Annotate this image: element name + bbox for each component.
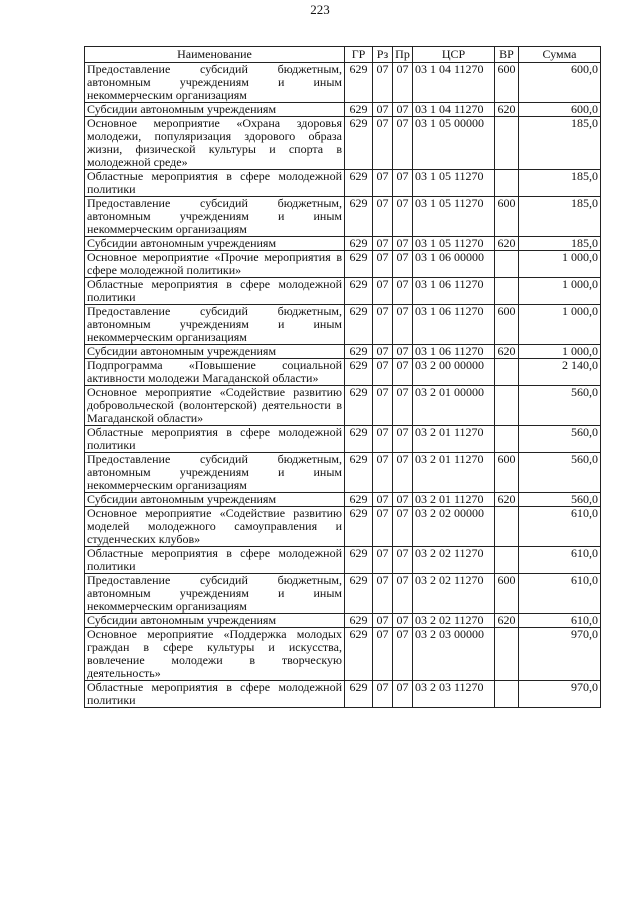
row-vr [495,426,519,453]
table-row [85,63,601,103]
table-row [85,386,601,426]
row-pr: 07 [393,574,413,614]
row-pr: 07 [393,278,413,305]
row-sum: 1 000,0 [519,251,601,278]
row-pr: 07 [393,251,413,278]
row-name: Подпрограмма «Повышение социальной активности молодежи Магаданской области» [85,359,345,386]
row-sum: 560,0 [519,386,601,426]
table-row [85,628,601,681]
row-rz: 07 [373,345,393,359]
table-row [85,453,601,493]
row-rz: 07 [373,493,393,507]
row-rz: 07 [373,170,393,197]
row-vr: 600 [495,574,519,614]
table-row [85,345,601,359]
row-sum: 185,0 [519,237,601,251]
row-pr: 07 [393,614,413,628]
table-row [85,574,601,614]
row-name: Субсидии автономным учреждениям [85,614,345,628]
row-csr: 03 2 01 00000 [413,386,495,426]
row-sum: 610,0 [519,614,601,628]
row-pr: 07 [393,426,413,453]
row-sum: 560,0 [519,426,601,453]
row-gr: 629 [345,574,373,614]
row-name: Предоставление субсидий бюджетным, автономным учреждениям и иным некоммерческим организациям [85,63,345,103]
row-vr [495,359,519,386]
row-gr: 629 [345,251,373,278]
row-rz: 07 [373,359,393,386]
row-name: Основное мероприятие «Охрана здоровья молодежи, популяризация здорового образа жизни, физической культуры и спорта в молодежной среде» [85,117,345,170]
header-gr: ГР [345,47,373,63]
row-gr: 629 [345,386,373,426]
row-pr: 07 [393,359,413,386]
row-pr: 07 [393,681,413,708]
table-row [85,493,601,507]
row-pr: 07 [393,117,413,170]
row-gr: 629 [345,681,373,708]
row-vr: 600 [495,453,519,493]
row-csr: 03 2 03 00000 [413,628,495,681]
row-rz: 07 [373,237,393,251]
row-sum: 1 000,0 [519,345,601,359]
table-row [85,278,601,305]
row-vr [495,278,519,305]
table-row [85,117,601,170]
row-vr [495,117,519,170]
row-name: Областные мероприятия в сфере молодежной политики [85,278,345,305]
header-name: Наименование [85,47,345,63]
row-name: Предоставление субсидий бюджетным, автономным учреждениям и иным некоммерческим организациям [85,453,345,493]
row-sum: 1 000,0 [519,278,601,305]
row-gr: 629 [345,345,373,359]
row-gr: 629 [345,170,373,197]
row-sum: 560,0 [519,453,601,493]
row-csr: 03 2 02 11270 [413,574,495,614]
row-csr: 03 1 04 11270 [413,103,495,117]
row-csr: 03 1 05 11270 [413,237,495,251]
row-vr [495,547,519,574]
row-csr: 03 1 06 11270 [413,278,495,305]
row-gr: 629 [345,359,373,386]
row-pr: 07 [393,453,413,493]
row-csr: 03 2 01 11270 [413,493,495,507]
row-pr: 07 [393,493,413,507]
row-sum: 600,0 [519,63,601,103]
table-row [85,103,601,117]
row-csr: 03 1 06 00000 [413,251,495,278]
row-gr: 629 [345,197,373,237]
row-pr: 07 [393,507,413,547]
table-row [85,237,601,251]
header-vr: ВР [495,47,519,63]
row-csr: 03 2 02 11270 [413,614,495,628]
row-csr: 03 2 01 11270 [413,453,495,493]
row-name: Предоставление субсидий бюджетным, автономным учреждениям и иным некоммерческим организациям [85,197,345,237]
row-sum: 610,0 [519,574,601,614]
row-rz: 07 [373,103,393,117]
row-sum: 610,0 [519,507,601,547]
row-vr: 620 [495,103,519,117]
row-sum: 1 000,0 [519,305,601,345]
row-rz: 07 [373,574,393,614]
header-csr: ЦСР [413,47,495,63]
row-rz: 07 [373,251,393,278]
row-gr: 629 [345,278,373,305]
row-pr: 07 [393,305,413,345]
header-rz: Рз [373,47,393,63]
row-gr: 629 [345,628,373,681]
row-rz: 07 [373,117,393,170]
row-vr: 620 [495,493,519,507]
row-pr: 07 [393,547,413,574]
table-row [85,359,601,386]
table-row [85,251,601,278]
row-sum: 185,0 [519,170,601,197]
row-sum: 185,0 [519,117,601,170]
row-csr: 03 2 02 11270 [413,547,495,574]
row-sum: 600,0 [519,103,601,117]
row-rz: 07 [373,507,393,547]
row-pr: 07 [393,170,413,197]
row-sum: 610,0 [519,547,601,574]
row-gr: 629 [345,237,373,251]
row-pr: 07 [393,197,413,237]
row-csr: 03 1 06 11270 [413,345,495,359]
row-pr: 07 [393,628,413,681]
row-sum: 970,0 [519,628,601,681]
table-row [85,170,601,197]
table-row [85,426,601,453]
row-gr: 629 [345,614,373,628]
row-name: Субсидии автономным учреждениям [85,345,345,359]
row-vr: 620 [495,237,519,251]
row-sum: 2 140,0 [519,359,601,386]
row-csr: 03 2 03 11270 [413,681,495,708]
row-vr: 620 [495,345,519,359]
row-vr [495,251,519,278]
row-name: Предоставление субсидий бюджетным, автономным учреждениям и иным некоммерческим организациям [85,574,345,614]
table-header-row [85,47,601,63]
page-number: 223 [310,2,330,17]
row-rz: 07 [373,278,393,305]
row-vr: 600 [495,63,519,103]
table-body [85,63,601,708]
row-csr: 03 1 06 11270 [413,305,495,345]
row-rz: 07 [373,426,393,453]
row-gr: 629 [345,63,373,103]
row-name: Субсидии автономным учреждениям [85,237,345,251]
row-pr: 07 [393,63,413,103]
row-pr: 07 [393,345,413,359]
row-csr: 03 2 01 11270 [413,426,495,453]
row-csr: 03 1 04 11270 [413,63,495,103]
header-sum: Сумма [519,47,601,63]
row-name: Областные мероприятия в сфере молодежной политики [85,681,345,708]
row-rz: 07 [373,614,393,628]
row-name: Областные мероприятия в сфере молодежной политики [85,170,345,197]
table-row [85,197,601,237]
table-row [85,614,601,628]
row-rz: 07 [373,453,393,493]
row-rz: 07 [373,305,393,345]
row-gr: 629 [345,305,373,345]
table-row [85,547,601,574]
row-gr: 629 [345,507,373,547]
row-gr: 629 [345,453,373,493]
row-rz: 07 [373,197,393,237]
row-sum: 560,0 [519,493,601,507]
row-gr: 629 [345,117,373,170]
row-pr: 07 [393,237,413,251]
row-gr: 629 [345,493,373,507]
row-sum: 970,0 [519,681,601,708]
row-rz: 07 [373,386,393,426]
row-name: Основное мероприятие «Содействие развитию моделей молодежного самоуправления и студенческих клубов» [85,507,345,547]
row-rz: 07 [373,547,393,574]
row-vr [495,681,519,708]
row-vr [495,170,519,197]
row-name: Основное мероприятие «Содействие развитию добровольческой (волонтерской) деятельности в Магаданской области» [85,386,345,426]
row-gr: 629 [345,103,373,117]
table-row [85,681,601,708]
row-vr: 600 [495,197,519,237]
row-name: Основное мероприятие «Прочие мероприятия в сфере молодежной политики» [85,251,345,278]
budget-table [84,46,601,708]
row-name: Основное мероприятие «Поддержка молодых граждан в сфере культуры и искусства, вовлечение молодежи в творческую деятельность» [85,628,345,681]
header-pr: Пр [393,47,413,63]
row-vr [495,628,519,681]
row-rz: 07 [373,681,393,708]
row-pr: 07 [393,386,413,426]
row-name: Субсидии автономным учреждениям [85,103,345,117]
table-row [85,305,601,345]
row-name: Областные мероприятия в сфере молодежной политики [85,547,345,574]
table-row [85,507,601,547]
row-gr: 629 [345,547,373,574]
row-pr: 07 [393,103,413,117]
row-vr: 620 [495,614,519,628]
row-vr [495,507,519,547]
row-csr: 03 1 05 11270 [413,197,495,237]
row-gr: 629 [345,426,373,453]
row-csr: 03 2 00 00000 [413,359,495,386]
row-csr: 03 1 05 11270 [413,170,495,197]
row-sum: 185,0 [519,197,601,237]
row-rz: 07 [373,63,393,103]
row-name: Предоставление субсидий бюджетным, автономным учреждениям и иным некоммерческим организациям [85,305,345,345]
row-vr: 600 [495,305,519,345]
row-csr: 03 2 02 00000 [413,507,495,547]
row-name: Субсидии автономным учреждениям [85,493,345,507]
row-rz: 07 [373,628,393,681]
row-csr: 03 1 05 00000 [413,117,495,170]
row-name: Областные мероприятия в сфере молодежной политики [85,426,345,453]
row-vr [495,386,519,426]
